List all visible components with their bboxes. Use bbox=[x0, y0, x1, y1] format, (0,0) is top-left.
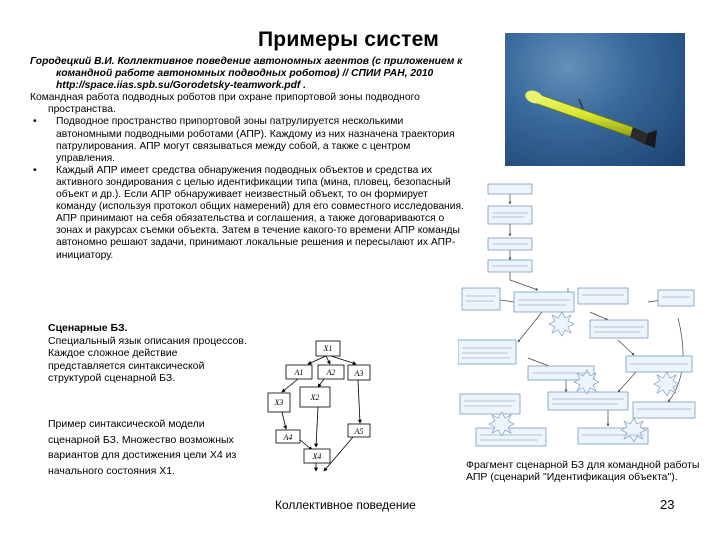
net-label-a3: A3 bbox=[354, 369, 364, 378]
main-text-block bbox=[30, 56, 466, 262]
net-label-a2: A2 bbox=[326, 368, 336, 377]
scenario-section bbox=[48, 322, 248, 385]
net-label-x3: X3 bbox=[274, 398, 284, 407]
scenario-text: Специальный язык описания процессов. Каждое сложное действие представляется синтаксической структурой сценарной БЗ. bbox=[48, 334, 247, 385]
net-label-x2: X2 bbox=[310, 393, 320, 402]
net-label-x1: X1 bbox=[323, 344, 333, 353]
lead-paragraph: Командная работа подводных роботов при охране припортовой зоны подводного пространства. bbox=[30, 92, 420, 116]
reference-citation: Городецкий В.И. Коллективное поведение автономных агентов (с приложением к командной работе автономных подводных роботов) // СПИИ РАН, 2010 http://space.iias.spb.su/Gorodetsky-teamwork.pdf . bbox=[30, 56, 463, 92]
scenario-flowchart bbox=[458, 180, 698, 455]
net-label-a4: A4 bbox=[283, 433, 293, 442]
net-label-a1: A1 bbox=[294, 368, 304, 377]
flowchart-caption: Фрагмент сценарной БЗ для командной работы АПР (сценарий "Идентификация объекта"). bbox=[466, 459, 700, 483]
slide-title: Примеры систем bbox=[258, 28, 439, 51]
page-number: 23 bbox=[660, 497, 675, 512]
bullet-detection bbox=[30, 165, 466, 262]
bullet-text: Подводное пространство припортовой зоны патрулируется несколькими автономными подводными роботами (АПР). Каждому из них назначена траектория патрулирования. АПР могут связываться между собой, а также с центром управления. bbox=[56, 116, 455, 164]
scenario-network-diagram bbox=[258, 335, 373, 488]
underwater-robot-photo bbox=[505, 33, 685, 166]
example-section bbox=[48, 417, 258, 479]
bullet-patrol bbox=[30, 116, 466, 164]
example-text: Пример синтаксической модели сценарной БЗ. Множество возможных вариантов для достижения цели X4 из начального состояния X1. bbox=[48, 418, 237, 477]
slide-footer: Коллективное поведение bbox=[275, 498, 416, 512]
bullet-mark: • bbox=[33, 116, 37, 128]
net-label-a5: A5 bbox=[354, 427, 364, 436]
scenario-heading: Сценарные БЗ. bbox=[48, 322, 128, 334]
bullet-text: Каждый АПР имеет средства обнаружения подводных объектов и средства их активного зондирования с целью идентификации типа (мина, пловец, безопасный объект и др.). Если АПР обнаруживает неизвестный объект, то он формирует команду (используя протокол общих намерений) для его совместного исследования. АПР принимают на себя обязательства и соглашения, а также договариваются о зонах и ракурсах съемки объекта. Затем в течение какого-то времени АПР команды автономно решают задачи, принимают локальные решения и пересылают их АПР-инициатору. bbox=[56, 164, 464, 261]
net-label-x4: X4 bbox=[312, 452, 322, 461]
bullet-mark: • bbox=[33, 164, 37, 176]
